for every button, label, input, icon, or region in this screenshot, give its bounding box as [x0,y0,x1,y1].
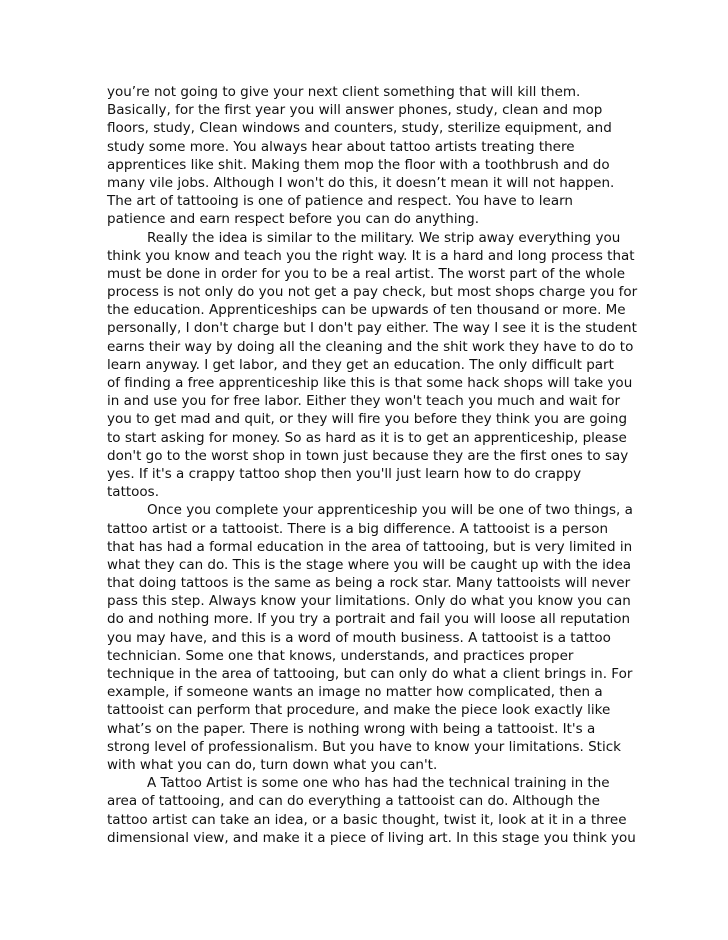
text-line: you’re not going to give your next client something that will kill them. [107,84,581,100]
text-line: apprentices like shit. Making them mop the floor with a toothbrush and do [107,156,610,173]
text-line: yes. If it's a crappy tattoo shop then you'll just learn how to do crappy [107,465,582,482]
text-line: strong level of professionalism. But you have to know your limitations. Stick [107,738,621,755]
text-line: many vile jobs. Although I won't do this, it doesn’t mean it will not happen. [107,174,615,191]
text-line: that doing tattoos is the same as being a rock star. Many tattooists will never [107,575,631,592]
text-line: process is not only do you not get a pay check, but most shops charge you for [107,284,638,301]
text-line: of finding a free apprenticeship like this is that some hack shops will take you [107,375,633,391]
text-line: tattooist can perform that procedure, and make the piece look exactly like [107,702,611,719]
text-line: dimensional view, and make it a piece of living art. In this stage you think you [107,829,636,846]
text-line: Once you complete your apprenticeship you will be one of two things, a [147,502,633,519]
text-line: to start asking for money. So as hard as it is to get an apprenticeship, please [107,429,627,446]
text-line: patience and earn respect before you can do anything. [107,211,480,228]
text-line: Really the idea is similar to the military. We strip away everything you [147,229,621,246]
text-line: what they can do. This is the stage where you will be caught up with the idea [107,556,632,573]
text-line: tattoo artist or a tattooist. There is a big difference. A tattooist is a person [107,520,609,537]
text-line: tattoos. [107,484,159,501]
text-line: must be done in order for you to be a real artist. The worst part of the whole [107,265,626,282]
text-line: personally, I don't charge but I don't pay either. The way I see it is the student [107,320,637,337]
text-line: technique in the area of tattooing, but can only do what a client brings in. For [107,666,633,682]
text-line: study some more. You always hear about tattoo artists treating there [107,138,575,155]
text-line: A Tattoo Artist is some one who has had the technical training in the [147,775,610,792]
text-line: area of tattooing, and can do everything a tattooist can do. Although the [107,793,600,810]
document-page [107,83,638,847]
text-line: you to get mad and quit, or they will fire you before they think you are going [107,411,628,428]
text-line: with what you can do, turn down what you can't. [107,756,438,773]
text-line: example, if someone wants an image no matter how complicated, then a [107,684,603,701]
text-line: tattoo artist can take an idea, or a basic thought, twist it, look at it in a three [107,811,627,828]
text-line: what’s on the paper. There is nothing wrong with being a tattooist. It's a [107,720,596,737]
text-line: that has had a formal education in the area of tattooing, but is very limited in [107,538,633,555]
text-line: the education. Apprenticeships can be upwards of ten thousand or more. Me [107,302,626,319]
text-line: floors, study, Clean windows and counters, study, sterilize equipment, and [107,120,612,137]
text-line: learn anyway. I get labor, and they get an education. The only difficult part [107,356,614,373]
text-line: technician. Some one that knows, understands, and practices proper [107,647,574,664]
text-line: Basically, for the first year you will answer phones, study, clean and mop [107,102,603,119]
text-line: think you know and teach you the right way. It is a hard and long process that [107,247,635,264]
text-line: The art of tattooing is one of patience and respect. You have to learn [107,193,573,210]
text-line: in and use you for free labor. Either they won't teach you much and wait for [107,393,621,410]
text-line: pass this step. Always know your limitations. Only do what you know you can [107,593,631,610]
text-line: earns their way by doing all the cleaning and the shit work they have to do to [107,338,634,355]
text-line: you may have, and this is a word of mouth business. A tattooist is a tattoo [107,629,611,646]
text-line: do and nothing more. If you try a portrait and fail you will loose all reputation [107,611,631,628]
text-line: don't go to the worst shop in town just because they are the first ones to say [107,447,629,464]
